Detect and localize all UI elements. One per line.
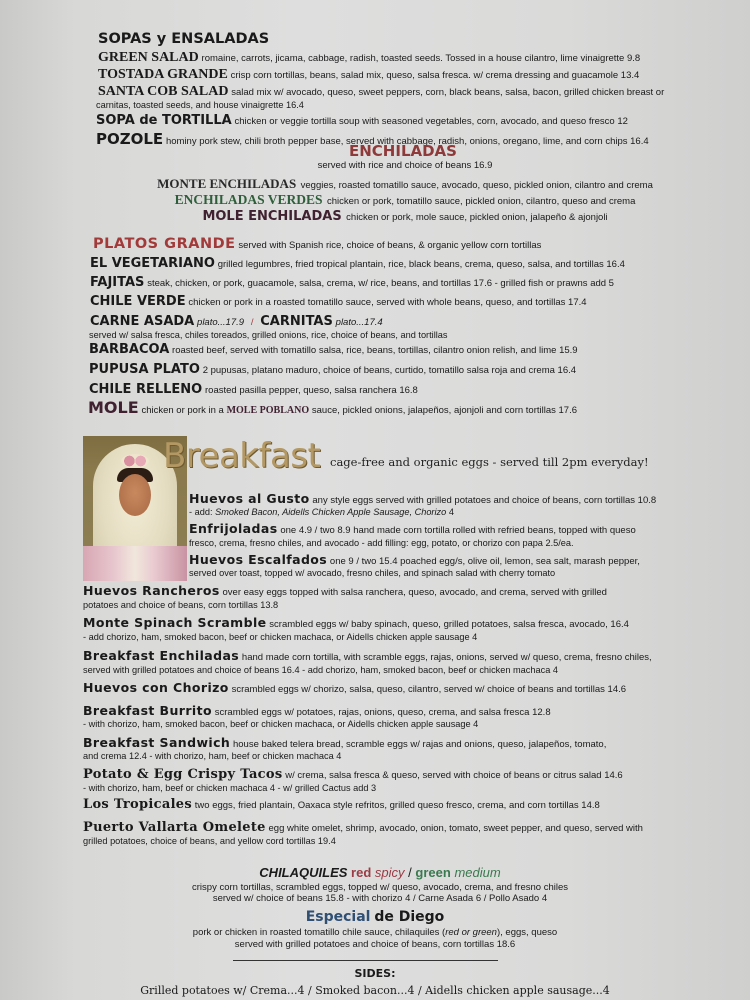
menu-item-huevos-escalfados: Huevos Escalfados one 9 / two 15.4 poached egg/s, olive oil, lemon, sea salt, marash pepper, (189, 552, 640, 567)
menu-item-pozole: POZOLE hominy pork stew, chili broth pepper base, served with cabbage, radish, onions, oregano, lime, and corn chips 16.4 (96, 130, 649, 148)
menu-item-breakfast-sandwich: Breakfast Sandwich house baked telera bread, scramble eggs w/ rajas and onions, queso, jalapeños, tomato, (83, 735, 607, 750)
section-header-platos: PLATOS GRANDE served with Spanish rice, choice of beans, & organic yellow corn tortillas (93, 236, 542, 252)
menu-item-el-vegetariano: EL VEGETARIANO grilled legumbres, fried tropical plantain, rice, black beans, crema, queso, salsa, and tortillas 16.4 (90, 256, 625, 271)
menu-item-breakfast-enchiladas: Breakfast Enchiladas hand made corn tortilla, with scramble eggs, rajas, onions, served w/ queso, crema, fresno chiles, (83, 648, 652, 663)
menu-item-desc-cont: - add chorizo, ham, smoked bacon, beef or chicken machaca, or Aidells chicken apple sausage 4 (83, 632, 478, 642)
section-title-especial: Especial de Diego (305, 909, 445, 925)
menu-item-los-tropicales: Los Tropicales two eggs, fried plantain, Oaxaca style refritos, grilled queso fresco, crema, and corn tortillas 14.8 (83, 797, 600, 812)
menu-item-desc-cont: served with grilled potatoes and choice of beans 16.4 - add chorizo, ham, smoked bacon, beef or chicken machaca 4 (83, 665, 558, 675)
section-title-sopas: SOPAS y ENSALADAS (98, 31, 270, 47)
section-title-enchiladas: ENCHILADAS (349, 142, 457, 160)
menu-item-desc-cont: served w/ salsa fresca, chiles toreados, grilled onions, rice, choice of beans, and tortillas (89, 330, 448, 340)
menu-item-huevos-con-chorizo: Huevos con Chorizo scrambled eggs w/ chorizo, salsa, queso, cilantro, served w/ choice of beans and tortillas 14.6 (83, 680, 627, 695)
menu-item-desc-cont: - with chorizo, ham, beef or chicken machaca 4 - w/ grilled Cactus add 3 (83, 783, 377, 793)
menu-item-desc-cont: carnitas, toasted seeds, and house vinaigrette 16.4 (96, 100, 304, 110)
menu-item-desc-cont: fresco, crema, fresno chiles, and avocado - add filling: egg, potato, or chorizo con papa 2.5/ea. (189, 538, 574, 548)
menu-item-tostada-grande: TOSTADA GRANDE crisp corn tortillas, beans, salad mix, queso, salsa fresca. w/ crema dressing and guacamole 13.4 (98, 67, 640, 82)
menu-item-desc-cont: and crema 12.4 - with chorizo, ham, beef or chicken machaca 4 (83, 751, 342, 761)
menu-item-enfrijoladas: Enfrijoladas one 4.9 / two 8.9 hand made corn tortilla rolled with refried beans, topped with queso (189, 521, 636, 536)
menu-item-santa-cob-salad: SANTA COB SALAD salad mix w/ avocado, queso, sweet peppers, corn, black beans, salsa, bacon, grilled chicken breast or (98, 84, 665, 99)
menu-item-potato-egg-crispy-tacos: Potato & Egg Crispy Tacos w/ crema, salsa fresca & queso, served with choice of beans or citrus salad 14.6 (83, 767, 623, 782)
menu-item-mole-enchiladas: MOLE ENCHILADAS chicken or pork, mole sauce, pickled onion, jalapeño & ajonjoli (202, 209, 608, 224)
section-title-breakfast: Breakfast (163, 436, 321, 476)
menu-item-monte-enchiladas: MONTE ENCHILADAS veggies, roasted tomatillo sauce, avocado, queso, pickled onion, cilantro and crema (157, 176, 653, 191)
menu-item-mole: MOLE chicken or pork in a MOLE POBLANO sauce, pickled onions, jalapeños, ajonjoli and corn tortillas 17.6 (88, 398, 577, 417)
breakfast-tagline: cage-free and organic eggs - served till 2pm everyday! (330, 455, 649, 469)
menu-item-pupusa-plato: PUPUSA PLATO 2 pupusas, platano maduro, choice of beans, curtido, tomatillo salsa roja and crema 16.4 (89, 362, 577, 377)
menu-item-puerto-vallarta-omelete: Puerto Vallarta Omelete egg white omelet, shrimp, avocado, onion, tomato, sweet pepper, and queso, served with (83, 820, 643, 835)
menu-item-desc-cont: served over toast, topped w/ avocado, fresno chiles, and spinach salad with cherry tomato (189, 568, 556, 578)
section-divider (233, 960, 498, 961)
chilaquiles-desc-line2: served w/ choice of beans 15.8 - with chorizo 4 / Carne Asada 6 / Pollo Asado 4 (212, 893, 548, 904)
section-title-platos: PLATOS GRANDE (93, 236, 236, 252)
menu-item-desc-cont: - add: Smoked Bacon, Aidells Chicken Apple Sausage, Chorizo 4 (189, 507, 454, 517)
menu-item-sopa-tortilla: SOPA de TORTILLA chicken or veggie tortilla soup with seasoned vegetables, corn, avocado, and queso fresco 12 (96, 113, 628, 128)
menu-item-enchiladas-verdes: ENCHILADAS VERDES chicken or pork, tomatillo sauce, pickled onion, cilantro, queso and crema (174, 192, 636, 207)
section-title-chilaquiles: CHILAQUILES red spicy / green medium (259, 865, 501, 880)
section-title-sides: SIDES: (354, 967, 396, 980)
especial-desc-line1: pork or chicken in roasted tomatillo chile sauce, chilaquiles (red or green), eggs, queso (192, 927, 558, 938)
menu-item-huevos-rancheros: Huevos Rancheros over easy eggs topped with salsa ranchera, queso, avocado, and crema, served with grilled (83, 583, 607, 598)
section-subtitle-enchiladas: served with rice and choice of beans 16.9 (317, 160, 493, 171)
menu-item-green-salad: GREEN SALAD romaine, carrots, jicama, cabbage, radish, toasted seeds. Tossed in a house cilantro, lime vinaigrette 9.8 (98, 50, 641, 65)
menu-item-chile-verde: CHILE VERDE chicken or pork in a roasted tomatillo sauce, served with whole beans, queso, and tortillas 17.4 (90, 294, 587, 309)
especial-desc-line2: served with grilled potatoes and choice of beans, corn tortillas 18.6 (234, 939, 516, 950)
menu-item-carne-asada-carnitas: CARNE ASADA plato...17.9 / CARNITAS plato...17.4 (90, 314, 383, 329)
menu-item-monte-spinach-scramble: Monte Spinach Scramble scrambled eggs w/ baby spinach, queso, grilled potatoes, salsa fresca, avocado, 16.4 (83, 615, 629, 630)
menu-item-desc-cont: potatoes and choice of beans, corn tortillas 13.8 (83, 600, 279, 610)
menu-item-desc-cont: - with chorizo, ham, smoked bacon, beef or chicken machaca, or Aidells chicken apple sausage 4 (83, 719, 479, 729)
chilaquiles-desc-line1: crispy corn tortillas, scrambled eggs, topped w/ queso, avocado, crema, and fresno chiles (192, 882, 568, 893)
menu-item-desc-cont: grilled potatoes, choice of beans, and yellow cord tortillas 19.4 (83, 836, 336, 846)
menu-item-huevos-al-gusto: Huevos al Gusto any style eggs served with grilled potatoes and choice of beans, corn tortillas 10.8 (189, 491, 657, 506)
sides-list: Grilled potatoes w/ Crema...4 / Smoked bacon...4 / Aidells chicken apple sausage...4 (140, 984, 610, 997)
menu-item-barbacoa: BARBACOA roasted beef, served with tomatillo salsa, rice, beans, tortillas, cilantro onion relish, and lime 15.9 (89, 342, 578, 357)
menu-item-chile-relleno: CHILE RELLENO roasted pasilla pepper, queso, salsa ranchera 16.8 (89, 382, 418, 397)
menu-item-breakfast-burrito: Breakfast Burrito scrambled eggs w/ potatoes, rajas, onions, queso, crema, and salsa fresca 12.8 (83, 703, 551, 718)
menu-item-fajitas: FAJITAS steak, chicken, or pork, guacamole, salsa, crema, w/ rice, beans, and tortillas 17.6 - grilled fish or prawns add 5 (90, 275, 614, 290)
